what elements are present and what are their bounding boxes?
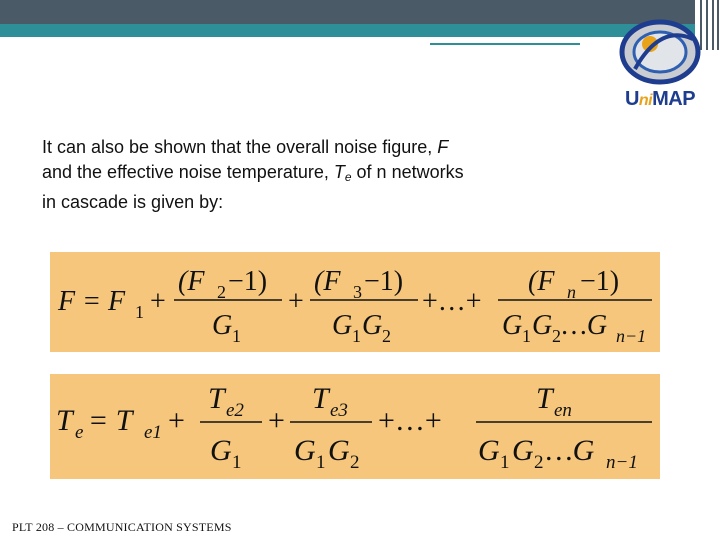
svg-text:G: G [532, 310, 553, 341]
svg-text:+: + [288, 286, 304, 317]
svg-text:2: 2 [382, 326, 391, 346]
svg-text:…G: …G [546, 434, 595, 467]
header-accent-bar [0, 24, 695, 37]
unimap-logo [615, 14, 705, 109]
svg-text:e2: e2 [226, 400, 244, 421]
svg-text:+: + [268, 404, 285, 437]
noise-temperature-formula [50, 374, 660, 479]
svg-text:n: n [567, 282, 576, 302]
svg-text:en: en [554, 400, 572, 421]
svg-text:1: 1 [135, 302, 144, 322]
svg-text:e3: e3 [330, 400, 348, 421]
svg-text:1: 1 [352, 326, 361, 346]
header-bar [0, 0, 695, 24]
svg-text:= T: = T [88, 404, 133, 437]
ellipsis: +…+ [378, 404, 442, 437]
termn-numerator: T [536, 382, 553, 415]
termn-denominator: G [502, 310, 523, 341]
term1-numerator: T [208, 382, 225, 415]
slide-footer: PLT 208 – COMMUNICATION SYSTEMS [12, 520, 232, 534]
svg-text:1: 1 [522, 326, 531, 346]
term1-denominator: G [210, 434, 232, 467]
svg-text:G: G [328, 434, 350, 467]
svg-text:−1): −1) [364, 266, 404, 297]
svg-text:1: 1 [232, 452, 242, 473]
svg-text:e: e [75, 422, 84, 443]
svg-text:n−1: n−1 [616, 326, 647, 346]
svg-text:e1: e1 [144, 422, 162, 443]
svg-text:2: 2 [350, 452, 360, 473]
header-accent-line [430, 43, 580, 45]
term2-numerator: T [312, 382, 329, 415]
termn-denominator: G [478, 434, 500, 467]
logo-emblem-icon [615, 14, 705, 89]
termn-numerator: (F [528, 266, 555, 297]
svg-text:G: G [512, 434, 534, 467]
svg-text:+: + [150, 286, 166, 317]
intro-text: It can also be shown that the overall noise figure, F and the effective noise temperature, $T_e$ of n networks in cascade is given by: [42, 137, 464, 212]
logo-wordmark: UniMAP [624, 88, 696, 110]
term1-denominator: G [212, 310, 233, 341]
term2-numerator: (F [314, 266, 341, 297]
formula-lhs: F = F [58, 286, 126, 317]
svg-text:2: 2 [552, 326, 561, 346]
svg-text:−1): −1) [228, 266, 268, 297]
term2-denominator: G [332, 310, 353, 341]
svg-text:1: 1 [232, 326, 241, 346]
svg-text:2: 2 [534, 452, 544, 473]
svg-text:n−1: n−1 [606, 452, 638, 473]
svg-text:−1): −1) [580, 266, 620, 297]
svg-text:+: + [168, 404, 185, 437]
svg-text:2: 2 [217, 282, 226, 302]
svg-text:G: G [362, 310, 383, 341]
svg-text:3: 3 [353, 282, 362, 302]
formula-lhs: T [56, 404, 73, 437]
svg-text:1: 1 [316, 452, 326, 473]
noise-figure-formula [50, 252, 660, 352]
svg-text:…G: …G [562, 310, 608, 341]
term1-numerator: (F [178, 266, 205, 297]
svg-text:1: 1 [500, 452, 510, 473]
term2-denominator: G [294, 434, 316, 467]
ellipsis: +…+ [422, 286, 482, 317]
